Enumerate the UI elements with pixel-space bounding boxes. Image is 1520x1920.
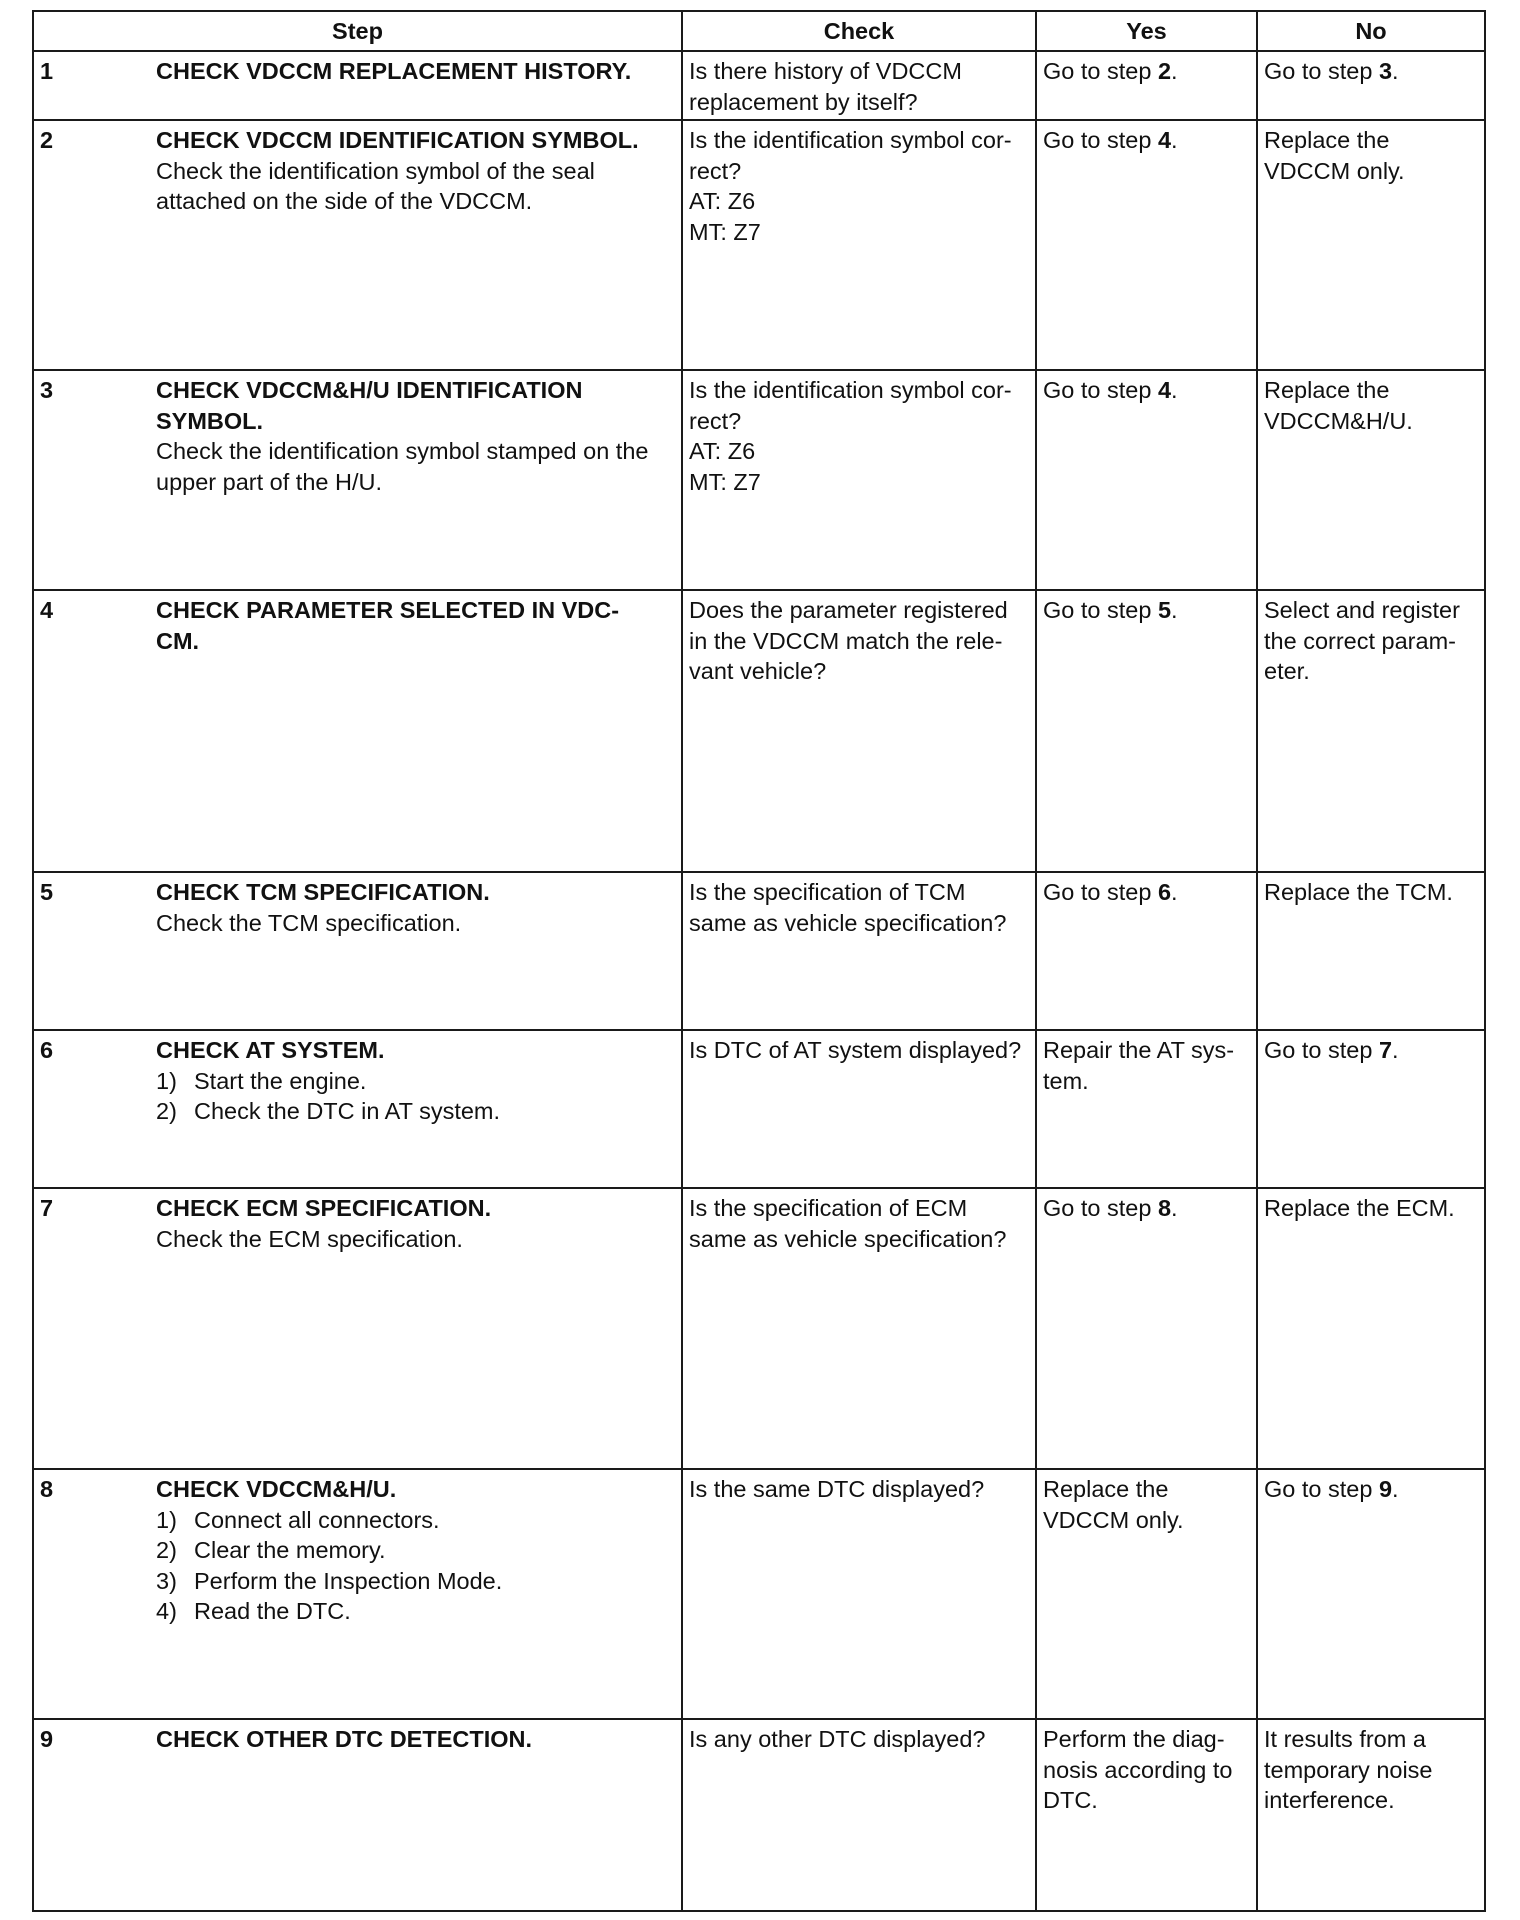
yes-text: Replace the	[1043, 1476, 1169, 1502]
step-title: CHECK TCM SPECIFICATION.	[156, 879, 490, 905]
step-number: 8	[40, 1476, 54, 1502]
yes-text: Go to step	[1043, 127, 1158, 153]
check-text: Is DTC of AT system displayed?	[689, 1037, 1022, 1063]
step-number: 7	[40, 1195, 54, 1221]
yes-text: Go to step	[1043, 597, 1158, 623]
check-cell	[682, 1469, 1036, 1719]
procedure-step: 1) Start the engine.	[156, 1067, 367, 1094]
step-description: Check the TCM specification.	[156, 909, 462, 936]
check-text: Does the parameter registered	[689, 597, 1008, 623]
header-no: No	[1257, 11, 1485, 51]
step-cell	[33, 1188, 682, 1469]
step-cell	[33, 51, 682, 120]
check-text: MT: Z7	[689, 218, 761, 245]
yes-text: tem.	[1043, 1067, 1089, 1094]
procedure-step: 2) Check the DTC in AT system.	[156, 1098, 501, 1124]
no-text: Replace the	[1264, 127, 1390, 153]
no-text: Select and register	[1264, 597, 1460, 623]
check-text: vant vehicle?	[689, 658, 827, 684]
no-text: Replace the	[1264, 377, 1390, 403]
yes-cell	[1036, 1469, 1257, 1719]
yes-text: Go to step	[1043, 377, 1158, 403]
no-text: VDCCM only.	[1264, 157, 1405, 184]
procedure-step: 4) Read the DTC.	[156, 1598, 351, 1624]
table-row	[33, 1719, 1485, 1911]
check-cell	[682, 1030, 1036, 1188]
no-text: Go to step	[1264, 1476, 1379, 1502]
no-text: temporary noise	[1264, 1756, 1433, 1783]
no-step-ref: 7	[1378, 1037, 1393, 1063]
no-cell: Go to step 7.	[1257, 1030, 1485, 1188]
no-cell	[1257, 590, 1485, 872]
no-step-ref: 9	[1378, 1476, 1393, 1502]
check-text: Is the identification symbol cor-	[689, 377, 1012, 403]
procedure-step: 3) Perform the Inspection Mode.	[156, 1567, 503, 1594]
table-row	[33, 51, 1485, 120]
yes-cell	[1036, 1030, 1257, 1188]
table-row	[33, 1469, 1485, 1719]
step-cell	[33, 1469, 682, 1719]
check-text: rect?	[689, 157, 742, 184]
yes-text: Go to step	[1043, 879, 1158, 905]
step-title: CHECK AT SYSTEM.	[156, 1037, 385, 1063]
step-number: 3	[40, 377, 54, 403]
step-description: attached on the side of the VDCCM.	[156, 188, 533, 214]
step-cell	[33, 120, 682, 370]
step-cell	[33, 370, 682, 590]
yes-step-ref: 8	[1157, 1195, 1172, 1221]
yes-step-ref: 2	[1157, 58, 1172, 84]
table-row	[33, 1030, 1485, 1188]
no-step-ref: 3	[1378, 58, 1393, 84]
table-row	[33, 1188, 1485, 1469]
table-row	[33, 590, 1485, 872]
check-text: Is the specification of TCM	[689, 879, 966, 905]
check-text: rect?	[689, 407, 742, 434]
check-cell	[682, 872, 1036, 1030]
yes-cell: Go to step 2.	[1036, 51, 1257, 120]
yes-step-ref: 6	[1157, 879, 1172, 905]
step-title: CHECK OTHER DTC DETECTION.	[156, 1726, 532, 1752]
procedure-step: 1) Connect all connectors.	[156, 1506, 440, 1533]
yes-text: Repair the AT sys-	[1043, 1037, 1235, 1063]
yes-cell: Go to step 6.	[1036, 872, 1257, 1030]
yes-cell: Go to step 4.	[1036, 120, 1257, 370]
no-text: the correct param-	[1264, 627, 1456, 654]
check-text: MT: Z7	[689, 468, 761, 495]
check-text: same as vehicle specification?	[689, 909, 1007, 936]
check-text: replacement by itself?	[689, 88, 918, 115]
step-title: CHECK VDCCM IDENTIFICATION SYMBOL.	[156, 127, 639, 153]
step-number: 2	[40, 127, 54, 153]
no-cell	[1257, 872, 1485, 1030]
diagnostic-procedure-table	[32, 10, 1486, 1912]
step-number: 4	[40, 597, 54, 623]
no-text: VDCCM&H/U.	[1264, 407, 1413, 434]
check-text: same as vehicle specification?	[689, 1225, 1007, 1252]
check-cell	[682, 370, 1036, 590]
step-title: CHECK VDCCM&H/U IDENTIFICATION	[156, 377, 583, 403]
step-cell	[33, 1719, 682, 1911]
yes-cell: Go to step 4.	[1036, 370, 1257, 590]
header-row	[33, 11, 1485, 51]
yes-text: Go to step	[1043, 1195, 1158, 1221]
check-text: Is there history of VDCCM	[689, 58, 962, 84]
step-description: Check the identification symbol of the seal	[156, 157, 595, 184]
no-cell	[1257, 1188, 1485, 1469]
step-number: 9	[40, 1726, 54, 1752]
step-title: SYMBOL.	[156, 407, 264, 434]
step-number: 6	[40, 1037, 54, 1063]
no-text: Replace the TCM.	[1264, 879, 1453, 905]
header-yes: Yes	[1036, 11, 1257, 51]
no-cell: Go to step 3.	[1257, 51, 1485, 120]
yes-cell: Go to step 5.	[1036, 590, 1257, 872]
no-text: It results from a	[1264, 1726, 1426, 1752]
check-cell	[682, 51, 1036, 120]
check-text: AT: Z6	[689, 188, 756, 214]
no-text: Go to step	[1264, 58, 1379, 84]
yes-text: Perform the diag-	[1043, 1726, 1225, 1752]
check-cell	[682, 120, 1036, 370]
step-cell	[33, 872, 682, 1030]
step-title: CHECK ECM SPECIFICATION.	[156, 1195, 492, 1221]
step-number: 1	[40, 58, 54, 84]
no-text: interference.	[1264, 1787, 1395, 1813]
yes-text: nosis according to	[1043, 1756, 1233, 1783]
yes-text: Go to step	[1043, 58, 1158, 84]
no-text: Replace the ECM.	[1264, 1195, 1455, 1221]
header-check: Check	[682, 11, 1036, 51]
step-title: CHECK PARAMETER SELECTED IN VDC-	[156, 597, 620, 623]
step-description: Check the ECM specification.	[156, 1225, 463, 1252]
no-text: eter.	[1264, 658, 1310, 684]
no-cell: Go to step 9.	[1257, 1469, 1485, 1719]
table-row	[33, 120, 1485, 370]
step-cell	[33, 590, 682, 872]
step-cell	[33, 1030, 682, 1188]
check-cell	[682, 1188, 1036, 1469]
no-cell	[1257, 120, 1485, 370]
table-row	[33, 872, 1485, 1030]
check-text: AT: Z6	[689, 438, 756, 464]
header-step: Step	[33, 11, 682, 51]
yes-step-ref: 5	[1157, 597, 1172, 623]
step-title: CHECK VDCCM&H/U.	[156, 1476, 397, 1502]
step-title: CHECK VDCCM REPLACEMENT HISTORY.	[156, 58, 632, 84]
yes-text: DTC.	[1043, 1787, 1098, 1813]
step-title: CM.	[156, 627, 200, 654]
no-cell	[1257, 1719, 1485, 1911]
check-text: in the VDCCM match the rele-	[689, 627, 1003, 654]
check-text: Is the same DTC displayed?	[689, 1476, 985, 1502]
step-description: upper part of the H/U.	[156, 468, 382, 495]
step-number: 5	[40, 879, 54, 905]
no-cell	[1257, 370, 1485, 590]
check-text: Is any other DTC displayed?	[689, 1726, 986, 1752]
check-text: Is the specification of ECM	[689, 1195, 968, 1221]
check-text: Is the identification symbol cor-	[689, 127, 1012, 153]
yes-cell	[1036, 1719, 1257, 1911]
check-cell	[682, 590, 1036, 872]
no-text: Go to step	[1264, 1037, 1379, 1063]
step-description: Check the identification symbol stamped on the	[156, 438, 649, 464]
table-row	[33, 370, 1485, 590]
yes-cell: Go to step 8.	[1036, 1188, 1257, 1469]
check-cell	[682, 1719, 1036, 1911]
yes-step-ref: 4	[1157, 377, 1172, 403]
yes-text: VDCCM only.	[1043, 1506, 1184, 1533]
yes-step-ref: 4	[1157, 127, 1172, 153]
procedure-step: 2) Clear the memory.	[156, 1537, 386, 1563]
